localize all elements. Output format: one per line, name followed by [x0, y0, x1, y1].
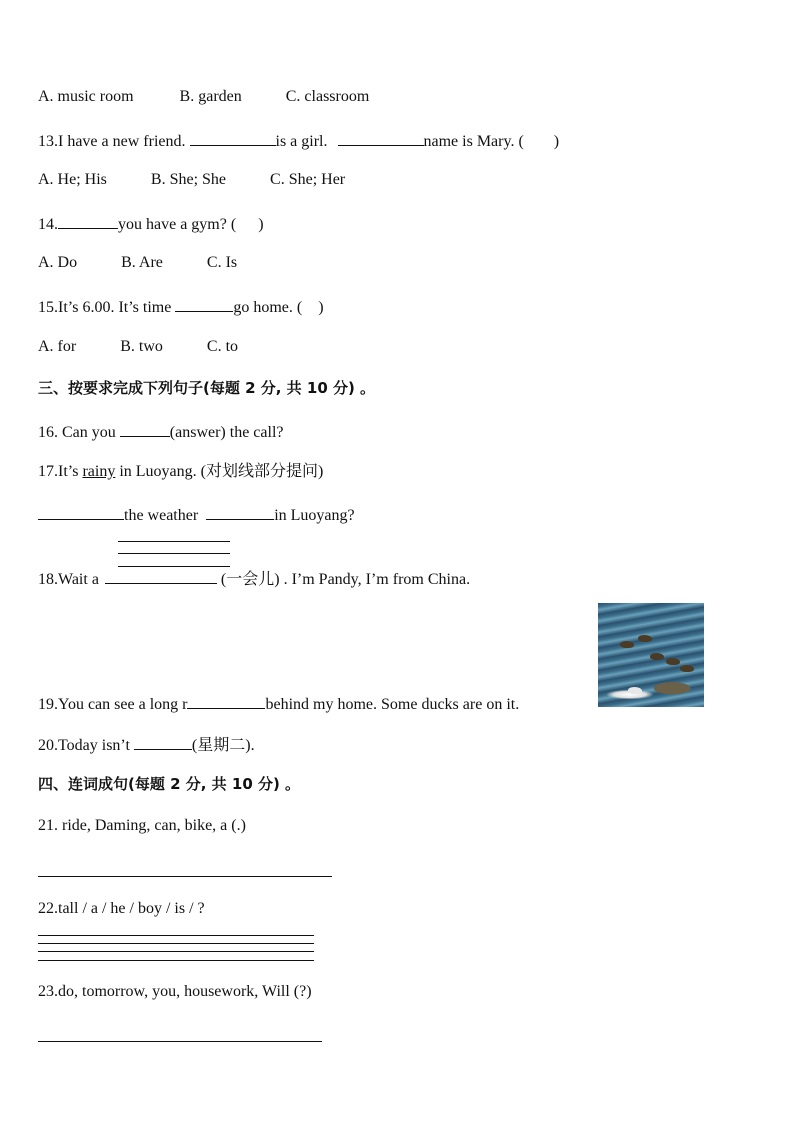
- q15-text: go home. (: [233, 299, 303, 316]
- duck-shape-4: [666, 658, 680, 665]
- q19-blank[interactable]: [187, 692, 265, 709]
- q17-blank-1[interactable]: [38, 503, 124, 520]
- q19-prefix: 19.You can see a long r: [38, 696, 188, 713]
- q19-question: [38, 692, 519, 715]
- q15-option-c[interactable]: C. to: [206, 338, 239, 355]
- q16-prefix: 16. Can you: [38, 424, 116, 441]
- q17-underlined-word: rainy: [82, 463, 116, 480]
- q20-question: [38, 733, 255, 756]
- q22-question: 22.tall / a / he / boy / is / ?: [38, 900, 205, 917]
- q13-close-paren: ): [553, 133, 560, 150]
- q13-options: [38, 170, 345, 190]
- q13-mid: is a girl.: [275, 133, 328, 150]
- q12-option-c[interactable]: C. classroom: [285, 88, 370, 105]
- q13-blank-1[interactable]: [190, 129, 276, 146]
- q15-close-paren: ): [318, 299, 324, 316]
- q23-answer-line[interactable]: [38, 1041, 322, 1042]
- q13-blank-2[interactable]: [338, 129, 424, 146]
- q20-prefix: 20.Today isn’t: [38, 737, 130, 754]
- q22-answer-line-4[interactable]: [38, 960, 314, 961]
- q14-text: you have a gym? (: [118, 216, 237, 233]
- q13-prefix: 13.I have a new friend.: [38, 133, 186, 150]
- q17-blank-2[interactable]: [206, 503, 274, 520]
- q22-answer-line-1[interactable]: [38, 935, 314, 936]
- q16-blank[interactable]: [120, 420, 170, 437]
- q13-option-a[interactable]: A. He; His: [38, 171, 107, 188]
- section-4-heading: 四、连词成句(每题 2 分, 共 10 分) 。: [38, 775, 301, 793]
- q12-option-b[interactable]: B. garden: [179, 88, 242, 105]
- q15-options: [38, 337, 238, 357]
- duck-shape-1: [620, 641, 634, 648]
- q15-blank[interactable]: [175, 295, 233, 312]
- q19-text: behind my home. Some ducks are on it.: [265, 696, 520, 713]
- q17-question: [38, 462, 323, 482]
- section-3-heading: 三、按要求完成下列句子(每题 2 分, 共 10 分) 。: [38, 379, 376, 397]
- duck-shape-5: [680, 665, 694, 672]
- q16-question: [38, 420, 284, 443]
- q18-prefix: 18.Wait a: [38, 571, 99, 588]
- q18-rule-2: [118, 553, 230, 554]
- duck-shape-2: [638, 635, 652, 642]
- q18-rule-1: [118, 541, 230, 542]
- q14-prefix: 14.: [38, 216, 58, 233]
- q23-question: 23.do, tomorrow, you, housework, Will (?): [38, 983, 312, 1000]
- q21-answer-line[interactable]: [38, 876, 332, 877]
- ducks-on-river-photo: [598, 603, 704, 707]
- q22-answer-line-3[interactable]: [38, 951, 314, 952]
- q22-answer-line-2[interactable]: [38, 943, 314, 944]
- q13-option-c[interactable]: C. She; Her: [270, 171, 346, 188]
- q14-option-c[interactable]: C. Is: [206, 254, 238, 271]
- q17-answer-mid: the weather: [124, 507, 199, 524]
- duck-shape-3: [650, 653, 664, 660]
- q14-option-b[interactable]: B. Are: [121, 254, 163, 271]
- q12-option-a[interactable]: A. music room: [38, 88, 134, 105]
- q20-text: (星期二).: [191, 737, 255, 754]
- q15-question: [38, 295, 324, 318]
- q14-close-paren: ): [258, 216, 264, 233]
- q18-blank[interactable]: [105, 567, 217, 584]
- q18-text: (一会儿) . I’m Pandy, I’m from China.: [220, 571, 471, 588]
- q21-question: 21. ride, Daming, can, bike, a (.): [38, 817, 246, 834]
- q17-prefix: 17.It’s: [38, 463, 79, 480]
- q12-options: [38, 87, 369, 107]
- q18-question: [38, 567, 470, 590]
- q13-question: [38, 129, 559, 152]
- q17-answer-line: [38, 503, 355, 526]
- q15-prefix: 15.It’s 6.00. It’s time: [38, 299, 172, 316]
- q14-blank[interactable]: [58, 212, 118, 229]
- q13-option-b[interactable]: B. She; She: [150, 171, 227, 188]
- q14-options: [38, 253, 237, 273]
- q16-text: (answer) the call?: [169, 424, 284, 441]
- q14-question: [38, 212, 264, 235]
- q20-blank[interactable]: [134, 733, 192, 750]
- q17-answer-end: in Luoyang?: [274, 507, 355, 524]
- q14-option-a[interactable]: A. Do: [38, 254, 78, 271]
- q13-suffix: name is Mary. (: [423, 133, 524, 150]
- q17-text: in Luoyang. (对划线部分提问): [119, 463, 324, 480]
- q15-option-b[interactable]: B. two: [120, 338, 163, 355]
- duck-shape-6: [628, 687, 642, 694]
- q15-option-a[interactable]: A. for: [38, 338, 77, 355]
